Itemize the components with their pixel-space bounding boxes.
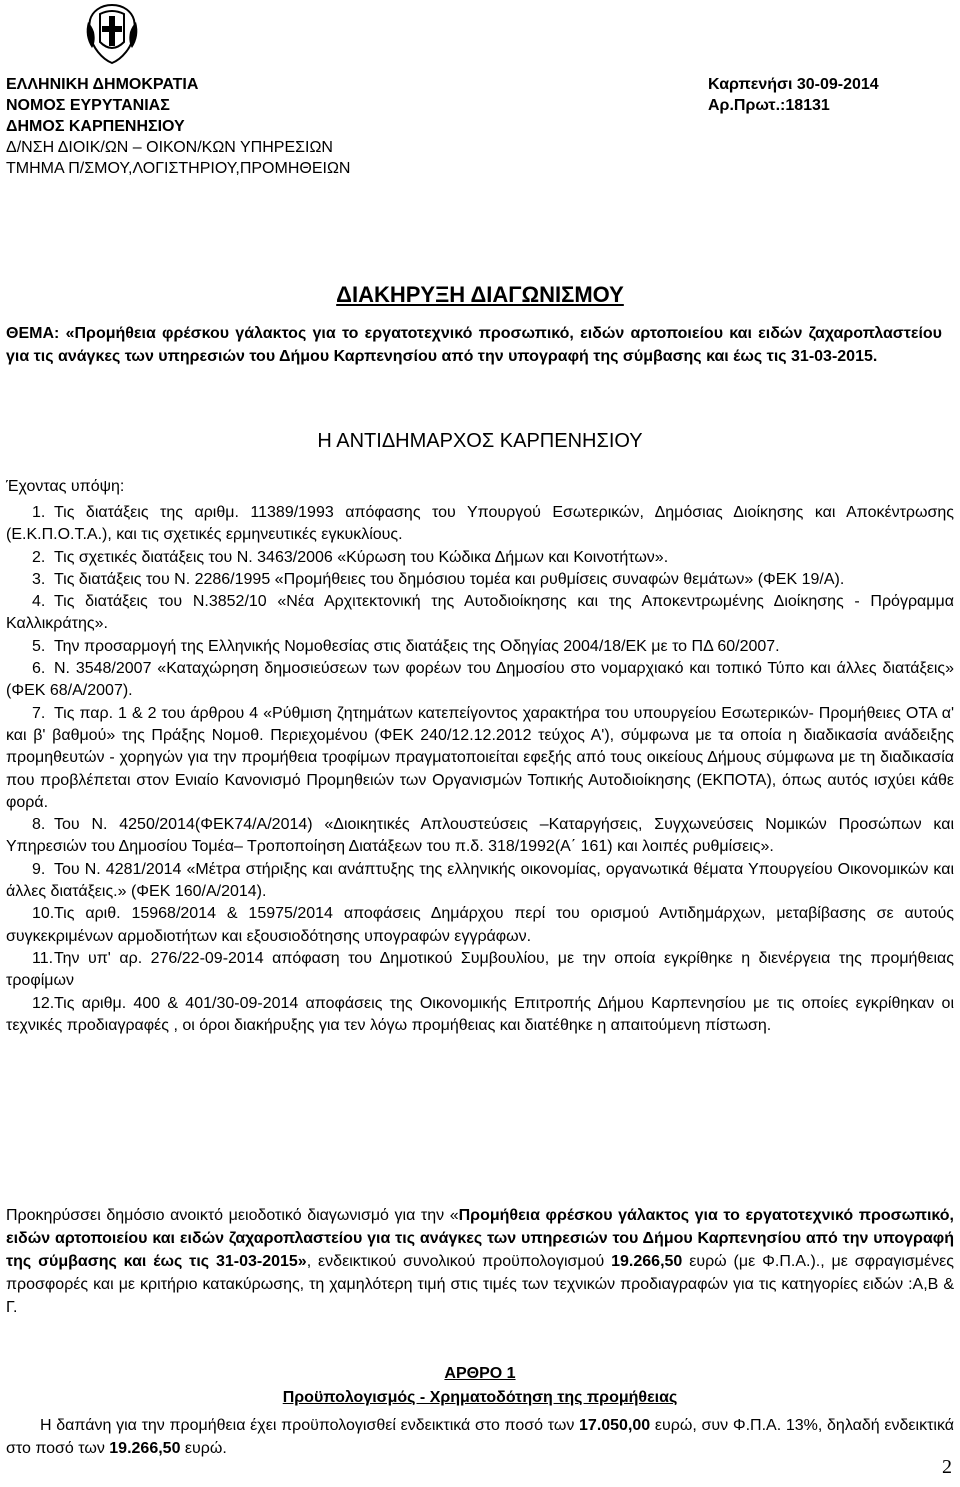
document-title: ΔΙΑΚΗΡΥΞΗ ΔΙΑΓΩΝΙΣΜΟΥ [336,282,624,307]
list-item [6,636,954,658]
issuing-authority [6,74,350,179]
list-item-number: 9. [32,860,46,878]
list-item [6,814,954,859]
list-item-text: Τις διατάξεις του Ν.3852/10 «Νέα Αρχιτεκτονική της Αυτοδιοίκησης και της Αποκεντρωμένης Διοίκησης - Πρόγραμμα Καλλικράτης». [6,593,954,633]
list-item-text: Του Ν. 4281/2014 «Μέτρα στήριξης και ανάπτυξης της ελληνικής οικονομίας, οργανωτικά θέματα Υπουργείου Οικονομικών και άλλες διατάξεις.» (ΦΕΚ 160/Α/2014). [6,860,954,901]
list-item-text: Τις αριθ. 15968/2014 & 15975/2014 αποφάσεις Δημάρχου περί του ορισμού Αντιδημάρχων, μεταβίβασης σε αυτούς συγκεκριμένων αρμοδιοτήτων και εξουσιοδότησης υπογραφών εγγράφων. [6,905,954,945]
subject-text: «Προμήθεια φρέσκου γάλακτος για το εργατοτεχνικό προσωπικό, ειδών αρτοποιείου και ειδών ζαχαροπλαστείου για τις ανάγκες των υπηρεσιών του Δήμου Καρπενησίου από την υπογραφή της σύμβασης και έως τις 31-03-2015. [6,325,942,365]
list-item [6,547,954,569]
list-item-number: 8. [32,816,46,834]
list-item [6,569,954,591]
legal-basis-list [6,502,954,1037]
article-body [6,1414,954,1460]
list-item-number: 10. [32,905,55,923]
amount-without-vat: 17.050,00 [579,1417,651,1434]
list-item [6,502,954,547]
article-paragraph [6,1414,954,1460]
announcement-paragraph [6,1204,954,1319]
list-item-number: 2. [32,548,46,566]
amount-with-vat: 19.266,50 [109,1440,181,1457]
list-item-text: Τις παρ. 1 & 2 του άρθρου 4 «Ρύθμιση ζητημάτων κατεπείγοντος χαρακτήρα του υπουργείου Εσωτερικών- Προμήθειες ΟΤΑ α' και β' βαθμού» της Πράξης Νομοθ. Περιεχομένου (ΦΕΚ 240/12.12.2012 τεύχος Α'), σύμφωνα με τα οποία η διαδικασία ανάδειξης προμηθευτών - χορηγών για την προμήθεια τροφίμων πραγματοποιείται εφεξής από τους οικείους Δήμους σύμφωνα με τη διαδικασία που προβλέπεται στον Ενιαίο Κανονισμό Προμηθειών των Οργανισμών Τοπικής Αυτοδιοίκησης (ΕΚΠΟΤΑ), όπως αυτός ισχύει κάθε φορά. [6,704,954,811]
hellenic-emblem-icon [80,2,144,66]
list-item-number: 6. [32,660,46,678]
document-reference [708,74,879,116]
list-item [6,859,954,904]
list-item-text: Τις σχετικές διατάξεις του Ν. 3463/2006 «Κύρωση του Κώδικα Δήμων και Κοινοτήτων». [54,548,669,566]
authority-line: ΕΛΛΗΝΙΚΗ ΔΗΜΟΚΡΑΤΙΑ [6,76,199,93]
list-item-number: 11. [32,949,54,967]
subject-block [6,322,942,368]
article-text: ευρώ. [180,1440,227,1457]
list-item [6,703,954,814]
announcement-text: Προκηρύσσει δημόσιο ανοικτό μειοδοτικό διαγωνισμό για την « [6,1207,459,1224]
list-item-number: 3. [32,570,46,588]
list-item-text: Τις αριθμ. 400 & 401/30-09-2014 αποφάσεις της Οικονομικής Επιτροπής Δήμου Καρπενησίου με τις οποίες εγκρίθηκαν οι τεχνικές προδιαγραφές , οι όροι διακήρυξης για τεν λόγω προμήθειας και διατέθηκε η απαιτούμενη πίστωση. [6,994,954,1034]
page-number: 2 [942,1456,952,1478]
budget-amount: 19.266,50 [611,1253,683,1270]
authority-line: ΔΗΜΟΣ ΚΑΡΠΕΝΗΣΙΟΥ [6,118,185,135]
authority-line: ΤΜΗΜΑ Π/ΣΜΟΥ,ΛΟΓΙΣΤΗΡΙΟΥ,ΠΡΟΜΗΘΕΙΩΝ [6,160,351,177]
authority-line: ΝΟΜΟΣ ΕΥΡΥΤΑΝΙΑΣ [6,97,170,114]
announcement-text: , ενδεικτικού συνολικού προϋπολογισμού [306,1253,612,1270]
mayor-heading: Η ΑΝΤΙΔΗΜΑΡΧΟΣ ΚΑΡΠΕΝΗΣΙΟΥ [317,430,643,452]
protocol-number: Αρ.Πρωτ.:18131 [708,97,830,114]
article-subheading: Προϋπολογισμός - Χρηματοδότηση της προμήθειας [282,1389,678,1406]
authority-line: Δ/ΝΣΗ ΔΙΟΙΚ/ΩΝ – ΟΙΚΟΝ/ΚΩΝ ΥΠΗΡΕΣΙΩΝ [6,139,333,156]
subject-label: ΘΕΜΑ: [6,325,60,342]
list-item [6,591,954,636]
list-item-text: Τις διατάξεις του Ν. 2286/1995 «Προμήθειες του δημόσιου τομέα και ρυθμίσεις συναφών θεμάτων» (ΦΕΚ 19/Α). [54,570,845,588]
article-heading: ΑΡΘΡΟ 1 [444,1365,516,1382]
announcement-text: ευρώ (με Φ.Π.Α.)., με σφραγισμένες προσφορές και με κριτήριο κατακύρωσης, τη χαμηλότερη τιμή στις τιμές των τεχνικών προδιαγραφών για τις κατηγορίες ειδών :Α,Β & Γ. [6,1253,955,1316]
list-item [6,948,954,993]
list-item-text: Του Ν. 4250/2014(ΦΕΚ74/Α/2014) «Διοικητικές Απλουστεύσεις –Καταργήσεις, Συγχωνεύσεις Νομικών Προσώπων και Υπηρεσιών του Δημοσίου Τομέα– Τροποποίηση Διατάξεων του π.δ. 318/1992(Α΄ 161) και λοιπές ρυθμίσεις». [6,816,954,856]
considering-label: Έχοντας υπόψη: [6,478,125,495]
list-item-number: 1. [32,504,46,521]
list-item [6,993,954,1038]
article-text: ευρώ, συν Φ.Π.Α. 13%, δηλαδή ενδεικτικά στο ποσό των [6,1417,954,1457]
list-item-number: 5. [32,637,46,655]
list-item-number: 4. [32,593,46,611]
document-date: Καρπενήσι 30-09-2014 [708,76,879,93]
list-item-number: 7. [32,704,46,722]
list-item [6,658,954,703]
list-item-text: Ν. 3548/2007 «Καταχώρηση δημοσιεύσεων των φορέων του Δημοσίου στο νομαρχιακό και τοπικό Τύπο και άλλες διατάξεις» (ΦΕΚ 68/Α/2007). [6,660,954,700]
list-item-text: Την υπ' αρ. 276/22-09-2014 απόφαση του Δημοτικού Συμβουλίου, με την οποία εγκρίθηκε η διενέργεια της προμήθειας τροφίμων [6,949,954,990]
article-text: Η δαπάνη για την προμήθεια έχει προϋπολογισθεί ενδεικτικά στο ποσό των [40,1417,580,1434]
list-item-text: Την προσαρμογή της Ελληνικής Νομοθεσίας στις διατάξεις της Οδηγίας 2004/18/ΕΚ με το ΠΔ 60/2007. [54,637,780,655]
announcement-subject-bold: Προμήθεια φρέσκου γάλακτος για το εργατοτεχνικό προσωπικό, ειδών αρτοποιείου και ειδών ζαχαροπλαστείου για τις ανάγκες των υπηρεσιών του Δήμου Καρπενησίου από την υπογραφή της σύμβασης και έως τις 31-03-2015» [6,1207,954,1270]
list-item-text: Τις διατάξεις της αριθμ. 11389/1993 απόφασης του Υπουργού Εσωτερικών, Δημόσιας Διοίκησης και Αποκέντρωσης (Ε.Κ.Π.Ο.Τ.Α.), και τις σχετικές ερμηνευτικές εγκυκλίους. [6,504,954,544]
list-item-number: 12. [32,994,55,1012]
list-item [6,903,954,948]
